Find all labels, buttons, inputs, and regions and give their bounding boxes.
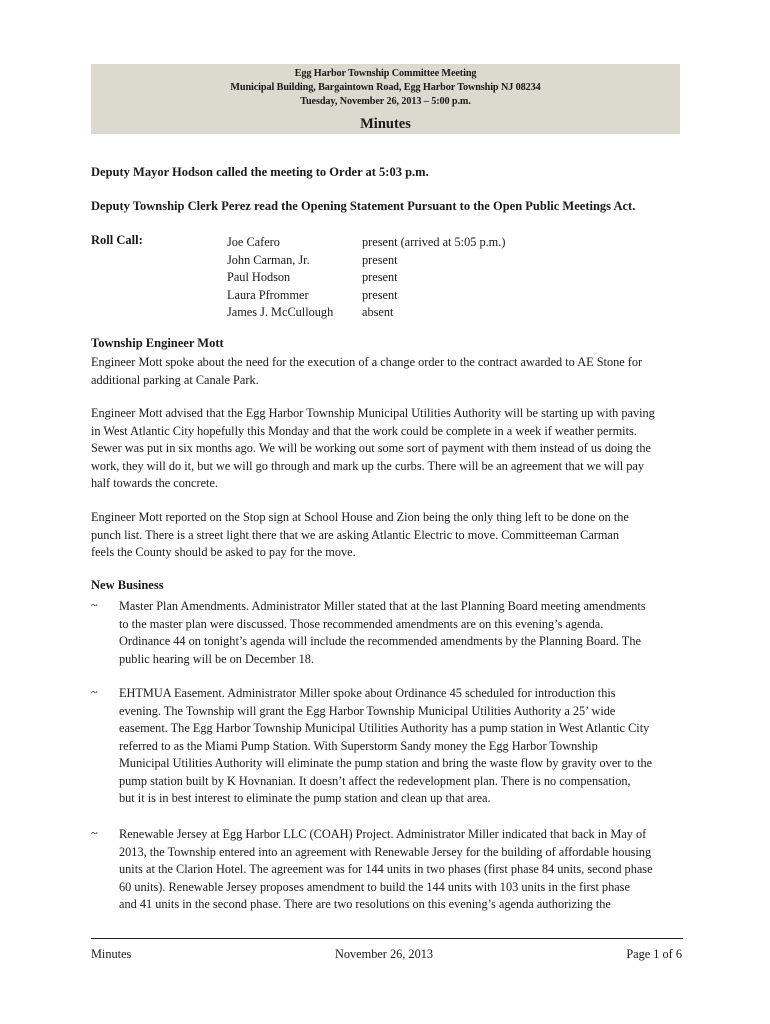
footer-divider xyxy=(91,938,683,939)
item-line: Municipal Utilities Authority will eliminate the pump station and bring the waste flow by gravity over to the xyxy=(119,756,653,770)
item-line: units at the Clarion Hotel. The agreement was for 144 units in two phases (first phase 84 units, second phase xyxy=(119,862,653,876)
roll-call-row xyxy=(227,252,505,270)
item-line: and 41 units in the second phase. There are two resolutions on this evening’s agenda authorizing the xyxy=(119,897,611,911)
paragraph-line: half towards the concrete. xyxy=(91,476,219,490)
member-status: absent xyxy=(362,305,394,319)
member-status: present xyxy=(362,252,398,267)
paragraph-line: additional parking at Canale Park. xyxy=(91,372,259,387)
paragraph-line: Engineer Mott spoke about the need for the execution of a change order to the contract awarded to AE Stone for xyxy=(91,355,643,369)
new-business-heading: New Business xyxy=(91,578,164,592)
bullet-marker: ~ xyxy=(91,685,98,699)
header-line-3: Tuesday, November 26, 2013 – 5:00 p.m. xyxy=(300,96,471,107)
item-line: Renewable Jersey at Egg Harbor LLC (COAH) Project. Administrator Miller indicated that back in May of xyxy=(119,827,647,841)
paragraph-line: in West Atlantic City hopefully this Monday and that the work could be complete in a week if weather permits. xyxy=(91,423,637,438)
roll-call-row xyxy=(227,287,505,305)
paragraph-line: punch list. There is a street light there that we are asking Atlantic Electric to move. Committeeman Carman xyxy=(91,527,620,542)
member-status: present xyxy=(362,287,398,302)
member-status: present xyxy=(362,270,398,284)
new-business-item-master-plan xyxy=(119,598,684,668)
member-name: John Carman, Jr. xyxy=(227,252,310,267)
item-line: but it is in best interest to eliminate the pump station and clean up that area. xyxy=(119,791,491,805)
item-line: EHTMUA Easement. Administrator Miller spoke about Ordinance 45 scheduled for introduction this xyxy=(119,686,616,700)
engineer-section-heading: Township Engineer Mott xyxy=(91,336,224,350)
header-line-1: Egg Harbor Township Committee Meeting xyxy=(294,68,477,79)
item-line: Master Plan Amendments. Administrator Miller stated that at the last Planning Board meeting amendments xyxy=(119,599,646,613)
item-line: evening. The Township will grant the Egg Harbor Township Municipal Utilities Authority a 25’ wide xyxy=(119,703,616,718)
item-line: to the master plan were discussed. Those recommended amendments are on this evening’s agenda. xyxy=(119,616,604,631)
item-line: pump station built by K Hovnanian. It doesn’t affect the redevelopment plan. There is no compensation, xyxy=(119,773,631,788)
item-line: public hearing will be on December 18. xyxy=(119,651,314,666)
engineer-paragraph-1 xyxy=(91,354,686,389)
opening-statement: Deputy Township Clerk Perez read the Opening Statement Pursuant to the Open Public Meetings Act. xyxy=(91,199,636,213)
bullet-marker: ~ xyxy=(91,826,98,840)
paragraph-line: work, they will do it, but we will go through and mark up the curbs. There will be an agreement that we will pay xyxy=(91,458,644,473)
item-line: easement. The Egg Harbor Township Municipal Utilities Authority has a pump station in West Atlantic City xyxy=(119,721,650,735)
roll-call-list xyxy=(227,234,505,322)
new-business-item-renewable-jersey xyxy=(119,826,684,914)
call-to-order: Deputy Mayor Hodson called the meeting to Order at 5:03 p.m. xyxy=(91,165,429,179)
member-name: James J. McCullough xyxy=(227,305,334,319)
roll-call-row xyxy=(227,269,505,287)
paragraph-line: Engineer Mott advised that the Egg Harbor Township Municipal Utilities Authority will be starting up with paving xyxy=(91,406,655,420)
member-name: Joe Cafero xyxy=(227,235,280,249)
footer-left: Minutes xyxy=(91,947,132,961)
new-business-item-ehtmua xyxy=(119,685,684,808)
engineer-paragraph-2 xyxy=(91,405,686,493)
engineer-paragraph-3 xyxy=(91,509,686,562)
roll-call-row xyxy=(227,234,505,252)
member-name: Laura Pfrommer xyxy=(227,287,309,302)
document-title: Minutes xyxy=(360,116,411,132)
item-line: 60 units). Renewable Jersey proposes amendment to build the 144 units with 103 units in the first phase xyxy=(119,879,630,894)
item-line: referred to as the Miami Pump Station. With Superstorm Sandy money the Egg Harbor Township xyxy=(119,738,598,753)
member-status: present (arrived at 5:05 p.m.) xyxy=(362,235,506,249)
bullet-marker: ~ xyxy=(91,598,98,612)
member-name: Paul Hodson xyxy=(227,270,291,284)
item-line: Ordinance 44 on tonight’s agenda will include the recommended amendments by the Planning Board. The xyxy=(119,634,641,648)
paragraph-line: feels the County should be asked to pay for the move. xyxy=(91,545,356,559)
roll-call-row xyxy=(227,304,505,322)
meeting-header xyxy=(91,64,680,134)
roll-call-label: Roll Call: xyxy=(91,233,143,247)
header-line-2: Municipal Building, Bargaintown Road, Egg Harbor Township NJ 08234 xyxy=(230,82,541,93)
paragraph-line: Engineer Mott reported on the Stop sign at School House and Zion being the only thing left to be done on the xyxy=(91,510,629,524)
footer-date: November 26, 2013 xyxy=(335,947,434,961)
item-line: 2013, the Township entered into an agreement with Renewable Jersey for the building of affordable housing xyxy=(119,844,652,859)
page-number: Page 1 of 6 xyxy=(626,947,682,961)
paragraph-line: Sewer was put in six months ago. We will be working out some sort of payment with them instead of us doing the xyxy=(91,441,651,455)
